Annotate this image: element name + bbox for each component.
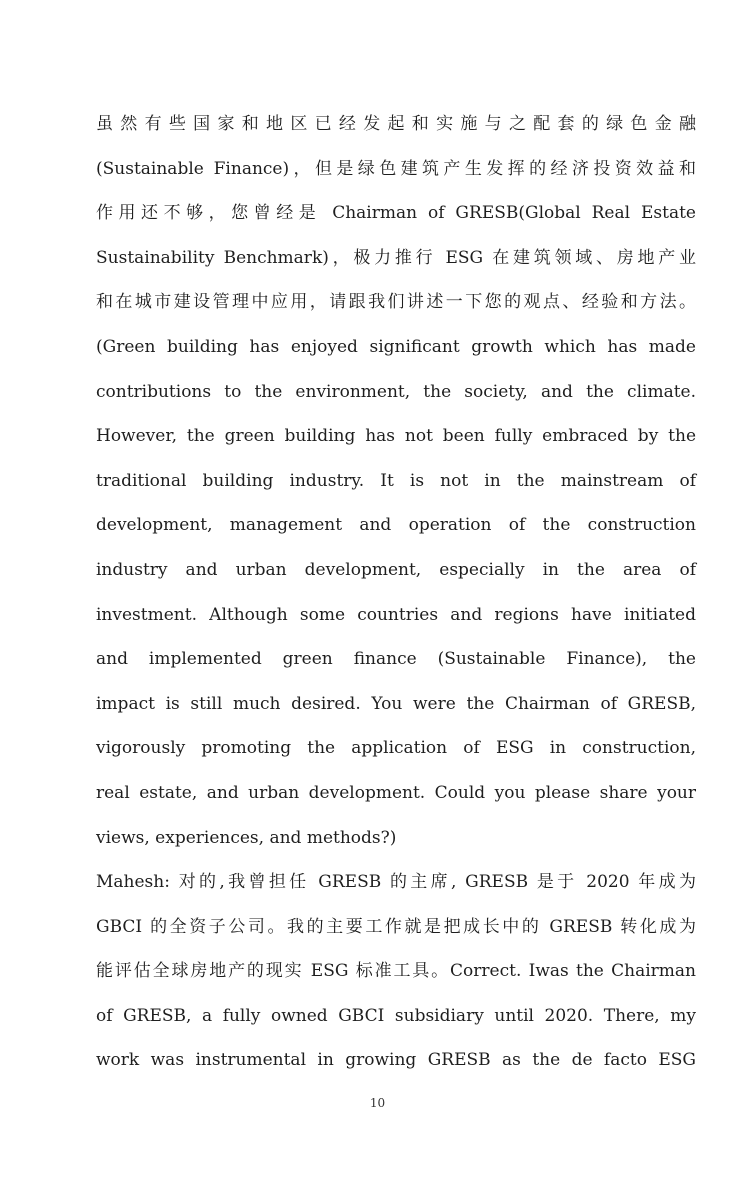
text-line: vigorously promoting the application of ESG in construction, (96, 738, 696, 759)
text-line: 和在城市建设管理中应用，请跟我们讲述一下您的观点、经验和方法。 (96, 292, 696, 313)
text-line: impact is still much desired. You were the Chairman of GRESB, (96, 693, 696, 714)
text-line: work was instrumental in growing GRESB as the de facto ESG (96, 1050, 696, 1071)
body-text (96, 102, 696, 1083)
text-line: development, management and operation of the construction (96, 515, 696, 536)
text-line: 作用还不够，您曾经是 Chairman of GRESB(Global Real Estate (96, 203, 696, 224)
text-line: views, experiences, and methods?) (96, 827, 397, 848)
text-line: real estate, and urban development. Could you please share your (96, 782, 696, 803)
text-line: contributions to the environment, the society, and the climate. (96, 381, 696, 402)
text-line: Sustainability Benchmark)，极力推行 ESG 在建筑领域、房地产业 (96, 247, 696, 268)
text-line: (Sustainable Finance)，但是绿色建筑产生发挥的经济投资效益和 (96, 158, 696, 179)
text-line: and implemented green finance (Sustainable Finance), the (96, 649, 696, 670)
text-line: Mahesh: 对的,我曾担任 GRESB 的主席, GRESB 是于 2020 年成为 (96, 872, 696, 893)
page-number: 10 (369, 1096, 386, 1110)
text-line: of GRESB, a fully owned GBCI subsidiary until 2020. There, my (96, 1005, 696, 1026)
text-line: investment. Although some countries and regions have initiated (96, 604, 696, 625)
text-line: However, the green building has not been fully embraced by the (96, 426, 696, 447)
text-line: traditional building industry. It is not in the mainstream of (96, 470, 696, 491)
text-line: industry and urban development, especially in the area of (96, 559, 696, 580)
text-line: 虽然有些国家和地区已经发起和实施与之配套的绿色金融 (96, 114, 696, 134)
text-line: 能评估全球房地产的现实 ESG 标准工具。Correct. Iwas the Chairman (96, 961, 696, 982)
text-line: GBCI 的全资子公司。我的主要工作就是把成长中的 GRESB 转化成为 (96, 916, 696, 937)
text-line: (Green building has enjoyed significant growth which has made (96, 336, 696, 357)
